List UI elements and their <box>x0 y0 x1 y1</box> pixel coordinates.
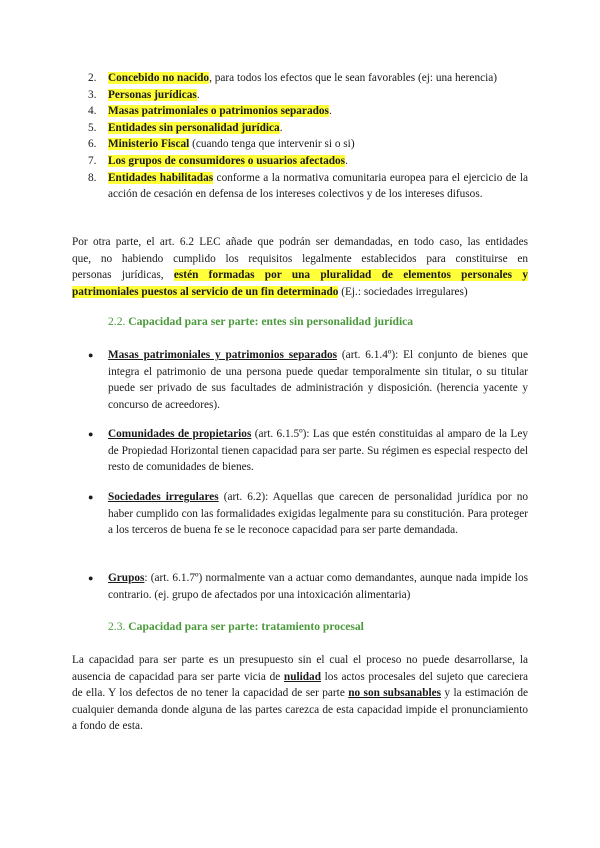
list-text: , para todos los efectos que le sean favorables (ej: una herencia) <box>209 72 498 84</box>
list-term: Los grupos de consumidores o usuarios afectados <box>108 154 346 167</box>
list-text: . <box>279 121 283 134</box>
list-item <box>88 170 528 203</box>
list-number: 6. <box>88 138 97 151</box>
bullet-text: : (art. 6.1.7º) normalmente van a actuar como demandantes, aunque nada impide los contrario. (ej. grupo de afectados por una intoxicación alimentaria) <box>108 572 528 601</box>
paragraph-tratamiento <box>72 652 528 735</box>
paragraph-demandadas <box>72 234 528 300</box>
list-number: 7. <box>88 154 97 167</box>
heading-number: 2.3. <box>108 620 126 633</box>
bullet-term: Comunidades de propietarios <box>108 428 252 440</box>
list-term: Personas jurídicas <box>108 88 197 101</box>
paragraph-line <box>72 284 528 301</box>
bullet-item <box>88 489 528 539</box>
paragraph-text: personas jurídicas, <box>72 269 174 282</box>
numbered-list <box>88 70 528 203</box>
list-term: Masas patrimoniales o patrimonios separados <box>108 105 329 118</box>
list-number: 2. <box>88 72 97 84</box>
bullet-term: Sociedades irregulares <box>108 491 219 503</box>
paragraph-text: (Ej.: sociedades irregulares) <box>338 285 468 298</box>
paragraph-line: Por otra parte, el art. 6.2 LEC añade que podrán ser demandadas, en todo caso, las entidades <box>72 236 528 248</box>
paragraph-text: y la estimación de cualquier demanda donde alguna de las partes carezca de esta capacidad impide el pronunciamiento a fondo de esta. <box>72 687 528 733</box>
list-item <box>88 120 528 137</box>
bullet-item <box>88 347 528 413</box>
section-heading-2-2 <box>108 314 413 331</box>
bullet-term: Grupos <box>108 572 145 584</box>
list-term: Concebido no nacido <box>108 72 210 84</box>
list-number: 4. <box>88 105 97 118</box>
section-heading-2-3 <box>108 619 364 636</box>
list-number: 3. <box>88 88 97 101</box>
heading-title: Capacidad para ser parte: tratamiento procesal <box>128 620 364 633</box>
paragraph-text: los actos procesales del sujeto que careciera de ella. Y los defectos de no tener la capacidad de ser parte <box>72 670 528 700</box>
heading-number: 2.2. <box>108 315 126 328</box>
paragraph-text: La capacidad para ser parte es un presupuesto sin el cual el proceso no puede desarrollarse, la ausencia de capacidad para ser parte vicia de <box>72 654 528 683</box>
emphasis-text: nulidad <box>283 670 321 683</box>
heading-title: Capacidad para ser parte: entes sin personalidad jurídica <box>128 315 414 328</box>
highlighted-text: patrimoniales puestos al servicio de un fin determinado <box>72 285 339 298</box>
bullet-term: Masas patrimoniales y patrimonios separados <box>108 349 338 361</box>
list-text: (cuando tenga que intervenir si o si) <box>189 138 355 151</box>
emphasis-text: no son subsanables <box>348 687 442 700</box>
list-text: . <box>328 105 332 118</box>
list-item <box>88 136 528 153</box>
list-text: conforme a la normativa comunitaria europea para el ejercicio de la acción de cesación en defensa de los intereses colectivos y de los intereses difusos. <box>108 171 528 201</box>
bullet-text: (art. 6.2): Aquellas que carecen de personalidad jurídica por no haber cumplido con las formalidades exigidas legalmente para su constitución. Para proteger a los terceros de buena fe se le reconoce capacidad para ser parte demandada. <box>108 491 528 537</box>
bullet-item <box>88 426 528 476</box>
bullet-text: (art. 6.1.5º): Las que estén constituidas al amparo de la Ley de Propiedad Horizontal tienen capacidad para ser parte. Su régimen es especial respecto del resto de comunidades de bienes. <box>108 428 528 474</box>
paragraph-line <box>72 267 528 284</box>
bullet-icon: ● <box>88 429 94 439</box>
highlighted-text: estén formadas por una pluralidad de elementos personales y <box>173 269 528 282</box>
list-item <box>88 103 528 120</box>
bullet-icon: ● <box>88 492 94 502</box>
list-number: 5. <box>88 121 97 134</box>
list-item <box>88 153 528 170</box>
list-text: . <box>345 154 348 167</box>
paragraph-line: que, no habiendo cumplido los requisitos legalmente establecidos para constituirse en <box>72 252 528 265</box>
list-term: Ministerio Fiscal <box>108 138 190 151</box>
list-number: 8. <box>88 171 97 184</box>
bullet-item <box>88 570 528 603</box>
bullet-text: (art. 6.1.4º): El conjunto de bienes que integra el patrimonio de una persona puede quedar temporalmente sin titular, o su titular puede ser privado de sus facultades de administración y disposición. (herencia yacente y concurso de acreedores). <box>108 349 528 411</box>
bullet-icon: ● <box>88 350 94 360</box>
list-term: Entidades habilitadas <box>108 171 214 184</box>
bullet-icon: ● <box>88 573 94 583</box>
list-item <box>88 70 528 87</box>
list-text: . <box>196 88 200 101</box>
list-term: Entidades sin personalidad jurídica <box>108 121 280 134</box>
list-item <box>88 87 528 104</box>
